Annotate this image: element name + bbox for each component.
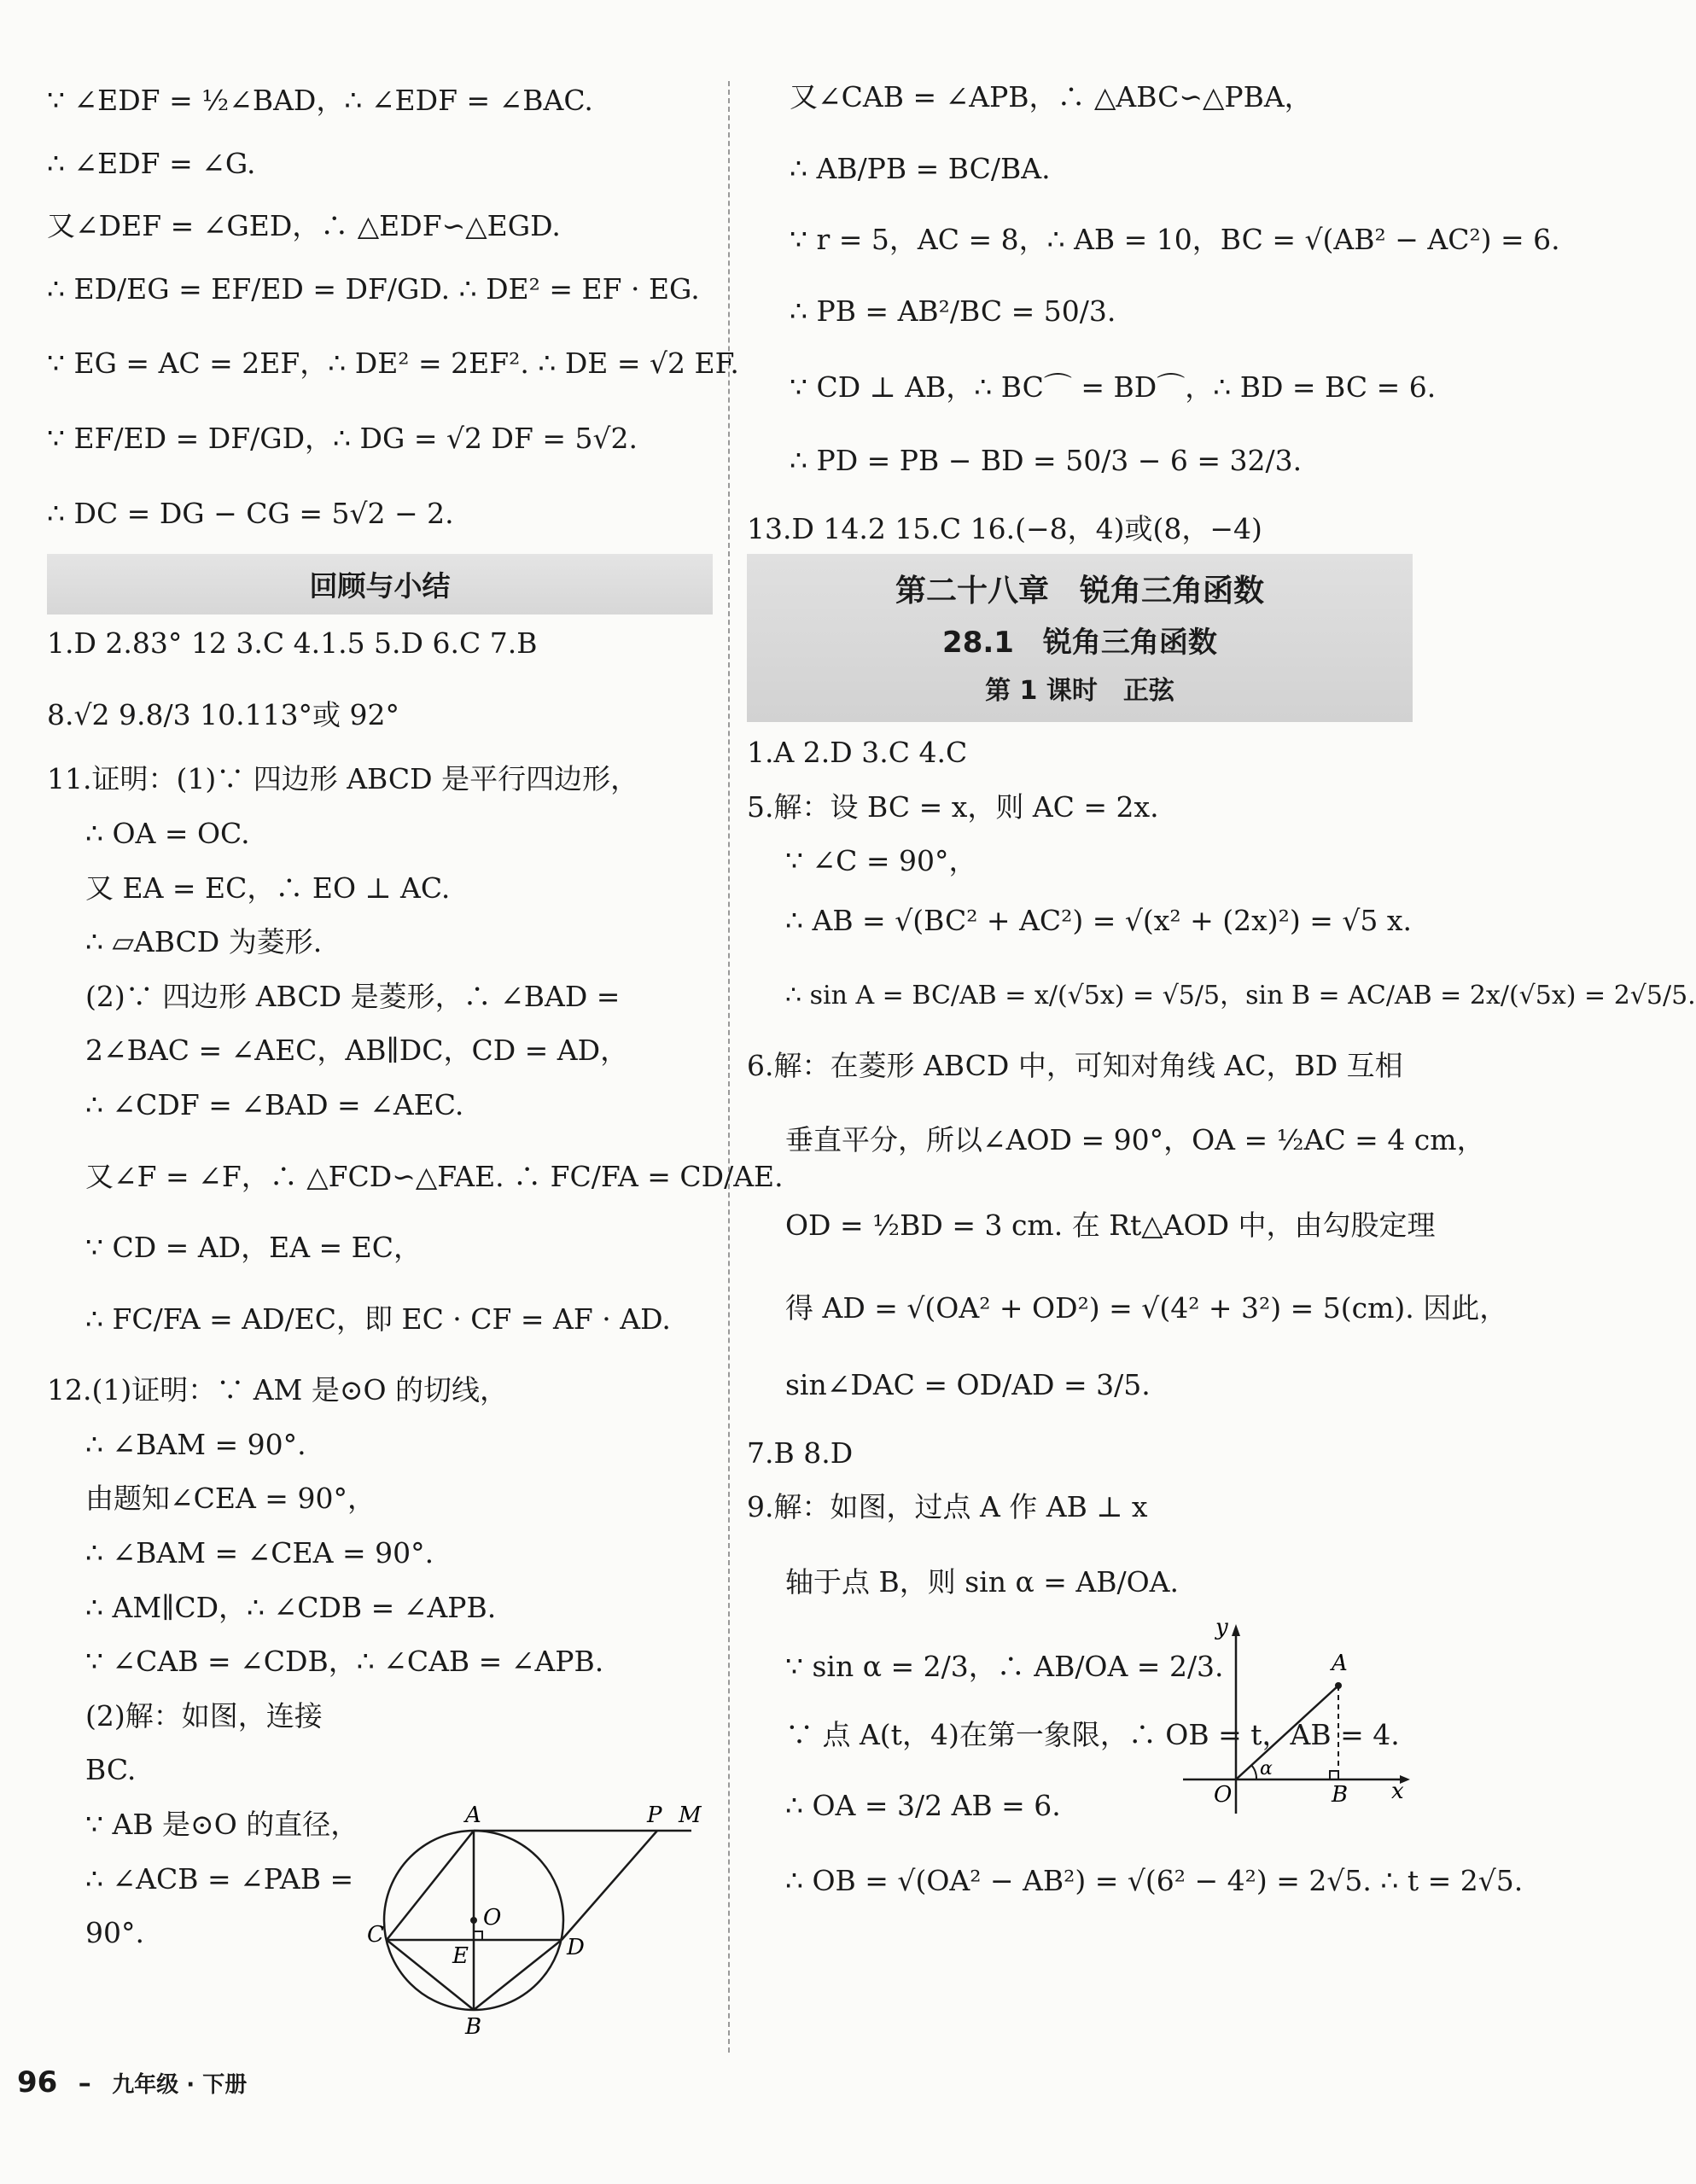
q9-line-1: 9.解：如图，过点 A 作 AB ⊥ x <box>747 1490 1148 1524</box>
q11-line-1: 11.证明：(1)∵ 四边形 ABCD 是平行四边形， <box>47 762 639 796</box>
q12-line-8: BC. <box>85 1753 137 1787</box>
q6-line-1: 6.解：在菱形 ABCD 中，可知对角线 AC，BD 互相 <box>747 1048 1403 1082</box>
circle-label-d: D <box>567 1935 585 1960</box>
circle-label-a: A <box>465 1803 481 1828</box>
circle-label-p: P <box>647 1803 662 1828</box>
right-line-3: ∵ r = 5，AC = 8，∴ AB = 10，BC = √(AB² − AC²) = 6. <box>790 223 1560 257</box>
q11-line-7: ∴ ∠CDF = ∠BAD = ∠AEC. <box>85 1087 464 1121</box>
q9-line-3: ∵ sin α = 2/3，∴ AB/OA = 2/3. <box>785 1650 1224 1684</box>
q12-line-11: 90°. <box>85 1916 144 1950</box>
q9-line-5: ∴ OA = 3/2 AB = 6. <box>785 1789 1061 1823</box>
chapter-title: 第二十八章 锐角三角函数 <box>895 574 1264 609</box>
chapter-header <box>747 554 1413 722</box>
q11-line-8: 又∠F = ∠F，∴ △FCD∽△FAE. ∴ FC/FA = CD/AE. <box>85 1159 784 1193</box>
left-line-7: ∴ DC = DG − CG = 5√2 − 2. <box>47 496 454 530</box>
q6-line-5: sin∠DAC = OD/AD = 3/5. <box>785 1367 1151 1401</box>
page-footer <box>17 2065 247 2100</box>
circle-label-e: E <box>452 1943 469 1969</box>
left-line-6: ∵ EF/ED = DF/GD，∴ DG = √2 DF = 5√2. <box>47 421 638 455</box>
review-answers-1: 1.D 2.83° 12 3.C 4.1.5 5.D 6.C 7.B <box>47 626 538 661</box>
q11-line-4: ∴ ▱ABCD 为菱形. <box>85 925 323 959</box>
coord-label-alpha: α <box>1260 1758 1273 1779</box>
q11-line-10: ∴ FC/FA = AD/EC，即 EC · CF = AF · AD. <box>85 1302 671 1336</box>
q11-line-6: 2∠BAC = ∠AEC，AB∥DC，CD = AD， <box>85 1034 629 1068</box>
review-answers-2: 8.√2 9.8/3 10.113°或 92° <box>47 697 400 731</box>
q12-line-5: ∴ AM∥CD，∴ ∠CDB = ∠APB. <box>85 1590 497 1624</box>
left-column <box>47 77 784 1950</box>
circle-label-m: M <box>679 1803 702 1828</box>
right-line-6: ∴ PD = PB − BD = 50/3 − 6 = 32/3. <box>790 443 1303 477</box>
lesson-answers-1-4: 1.A 2.D 3.C 4.C <box>747 736 968 770</box>
section-title: 28.1 锐角三角函数 <box>942 626 1217 661</box>
left-line-5: ∵ EG = AC = 2EF，∴ DE² = 2EF². ∴ DE = √2 EF. <box>47 347 739 381</box>
circle-label-c: C <box>367 1922 384 1948</box>
q11-line-9: ∵ CD = AD，EA = EC， <box>85 1231 423 1265</box>
left-line-1: ∵ ∠EDF = ½∠BAD，∴ ∠EDF = ∠BAC. <box>47 84 593 117</box>
q5-line-4: ∴ sin A = BC/AB = x/(√5x) = √5/5，sin B = AC/AB = 2x/(√5x) = 2√5/5. <box>785 980 1696 1010</box>
footer-grade: 九年级 · 下册 <box>112 2072 248 2098</box>
q12-line-10: ∴ ∠ACB = ∠PAB = <box>85 1861 354 1896</box>
page-number: 96 <box>17 2065 58 2100</box>
q11-line-2: ∴ OA = OC. <box>85 816 250 850</box>
review-header: 回顾与小结 <box>47 554 713 614</box>
circle-label-b: B <box>465 2014 482 2040</box>
coordinate-figure <box>1178 1617 1417 1822</box>
circle-label-o: O <box>483 1905 502 1931</box>
q5-line-1: 5.解：设 BC = x，则 AC = 2x. <box>747 789 1159 824</box>
right-line-4: ∴ PB = AB²/BC = 50/3. <box>790 294 1116 328</box>
q11-line-5: (2)∵ 四边形 ABCD 是菱形，∴ ∠BAD = <box>85 979 621 1013</box>
right-line-2: ∴ AB/PB = BC/BA. <box>790 151 1051 185</box>
q9-line-6: ∴ OB = √(OA² − AB²) = √(6² − 4²) = 2√5. ∴ t = 2√5. <box>785 1864 1524 1898</box>
circle-figure <box>367 1797 717 2053</box>
q9-line-4: ∵ 点 A(t，4)在第一象限，∴ OB = t，AB = 4. <box>785 1717 1400 1751</box>
footer-dash: – <box>78 2069 91 2099</box>
q6-line-4: 得 AD = √(OA² + OD²) = √(4² + 3²) = 5(cm). 因此， <box>785 1291 1508 1325</box>
q12-line-3: 由题知∠CEA = 90°， <box>85 1482 376 1516</box>
lesson-title: 第 1 课时 正弦 <box>985 675 1174 706</box>
q12-line-9: ∵ AB 是⊙O 的直径， <box>85 1808 359 1842</box>
right-line-5: ∵ CD ⊥ AB，∴ BC⌒ = BD⌒，∴ BD = BC = 6. <box>790 370 1437 405</box>
q6-line-3: OD = ½BD = 3 cm. 在 Rt△AOD 中，由勾股定理 <box>785 1208 1436 1242</box>
left-line-4: ∴ ED/EG = EF/ED = DF/GD. ∴ DE² = EF · EG. <box>47 271 700 306</box>
q12-line-1: 12.(1)证明：∵ AM 是⊙O 的切线， <box>47 1373 509 1407</box>
coord-label-o: O <box>1214 1782 1233 1808</box>
q12-line-6: ∵ ∠CAB = ∠CDB，∴ ∠CAB = ∠APB. <box>85 1645 604 1679</box>
q12-line-7: (2)解：如图，连接 <box>85 1698 323 1733</box>
coord-label-a: A <box>1332 1651 1348 1676</box>
coord-label-x: x <box>1391 1779 1404 1804</box>
right-answers-13-16: 13.D 14.2 15.C 16.(−8，4)或(8，−4) <box>747 511 1262 545</box>
left-line-2: ∴ ∠EDF = ∠G. <box>47 146 256 180</box>
right-line-1: 又∠CAB = ∠APB，∴ △ABC∽△PBA， <box>790 80 1313 114</box>
coord-label-b: B <box>1332 1782 1349 1808</box>
answers-7-8: 7.B 8.D <box>747 1436 854 1470</box>
coord-label-y: y <box>1215 1615 1228 1640</box>
q12-line-2: ∴ ∠BAM = 90°. <box>85 1427 306 1461</box>
q9-line-2: 轴于点 B，则 sin α = AB/OA. <box>785 1564 1179 1599</box>
q6-line-2: 垂直平分，所以∠AOD = 90°，OA = ½AC = 4 cm， <box>785 1123 1485 1157</box>
q5-line-2: ∵ ∠C = 90°， <box>785 844 977 878</box>
q5-line-3: ∴ AB = √(BC² + AC²) = √(x² + (2x)²) = √5 x. <box>785 903 1412 937</box>
q12-line-4: ∴ ∠BAM = ∠CEA = 90°. <box>85 1536 434 1570</box>
q11-line-3: 又 EA = EC，∴ EO ⊥ AC. <box>85 871 451 905</box>
left-line-3: 又∠DEF = ∠GED，∴ △EDF∽△EGD. <box>47 209 561 243</box>
